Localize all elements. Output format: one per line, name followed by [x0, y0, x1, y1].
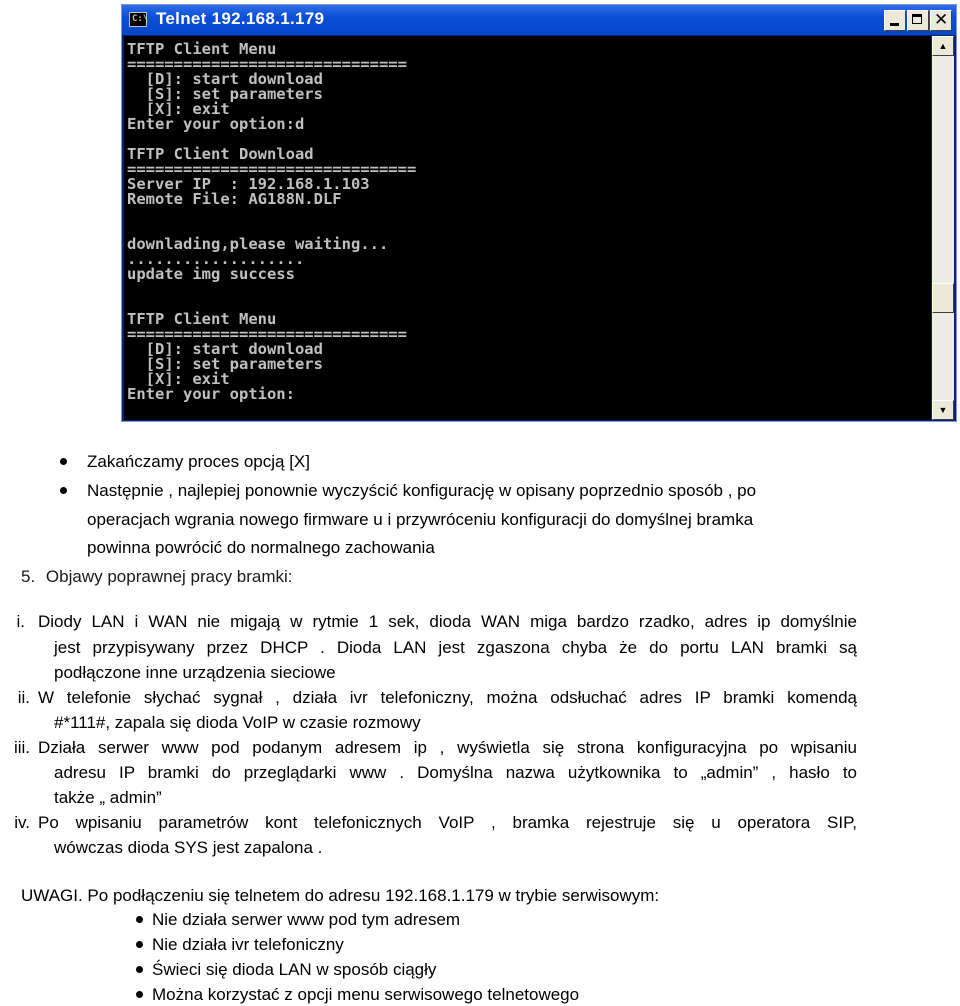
bullet-item-continuation: operacjach wgrania nowego firmware u i przywróceniu konfiguracji do domyślnej bramka	[87, 510, 754, 529]
bullet-item-continuation: powinna powrócić do normalnego zachowania	[87, 538, 435, 557]
list-item-line: podłączone inne urządzenia sieciowe	[54, 663, 336, 682]
bullet-icon	[136, 916, 143, 923]
list-item-line: adresu IP bramki do przeglądarki www . Domyślna nazwa użytkownika to „admin” , hasło to	[54, 763, 857, 782]
list-marker: i.	[16, 612, 25, 631]
bullet-item: Zakańczamy proces opcją [X]	[87, 452, 310, 471]
scroll-up-button[interactable]	[932, 36, 954, 56]
vertical-scrollbar[interactable]	[932, 36, 954, 420]
list-item-line: Działa serwer www pod podanym adresem ip , wyświetla się strona konfiguracyjna po wpisaniu	[38, 738, 857, 757]
list-marker: ii.	[17, 688, 30, 707]
bullet-item: Następnie , najlepiej ponownie wyczyścić konfigurację w opisany poprzednio sposób , po	[87, 481, 757, 500]
bullet-icon	[60, 458, 67, 465]
minimize-button[interactable]	[884, 10, 906, 31]
note-item: Świeci się dioda LAN w sposób ciągły	[152, 960, 437, 979]
note-item: Nie działa serwer www pod tym adresem	[152, 910, 460, 929]
list-marker: iii.	[13, 738, 30, 757]
note-item: Można korzystać z opcji menu serwisowego telnetowego	[152, 985, 580, 1004]
bullet-icon	[136, 991, 143, 998]
scroll-down-button[interactable]	[932, 400, 954, 420]
window-title: Telnet 192.168.1.179	[156, 9, 325, 28]
list-item-line: jest przypisywany przez DHCP . Dioda LAN jest zgaszona chyba że do portu LAN bramki są	[54, 638, 857, 657]
note-item: Nie działa ivr telefoniczny	[152, 935, 344, 954]
list-item-line: także „ admin”	[54, 788, 162, 807]
arrow-down-icon: ▼	[938, 405, 948, 415]
section-number: 5.	[21, 567, 36, 586]
window-titlebar[interactable]	[122, 5, 956, 35]
list-item-line: Po wpisaniu parametrów kont telefonicznych VoIP , bramka rejestruje się u operatora SIP,	[38, 813, 857, 832]
close-button[interactable]	[930, 10, 952, 31]
bullet-icon	[136, 966, 143, 973]
console-output[interactable]	[124, 36, 931, 420]
list-item-line: Diody LAN i WAN nie migają w rytmie 1 sek, dioda WAN miga bardzo rzadko, adres ip domyślnie	[38, 612, 857, 631]
list-item-line: W telefonie słychać sygnał , działa ivr telefoniczny, można odsłuchać adres IP bramki komendą	[38, 688, 857, 707]
notes-heading: UWAGI. Po podłączeniu się telnetem do adresu 192.168.1.179 w trybie serwisowym:	[21, 886, 660, 905]
section-heading	[21, 567, 293, 587]
section-title: Objawy poprawnej pracy bramki:	[45, 567, 293, 586]
scroll-thumb[interactable]	[932, 283, 954, 313]
console-icon[interactable]: C:\	[129, 12, 147, 27]
console-text: TFTP Client Menu ============================== [D]: start download [S]: set parameters [X]: exit Enter your option:d TFTP Client Download =============================== Server IP : 192.168.1.103 Remote File: AG188N.DLF downlading,please waiting... ................... update img success TFTP Client Menu ============================== [D]: start download [S]: set parameters [X]: exit Enter your option:	[127, 40, 417, 403]
list-item-line: #*111#, zapala się dioda VoIP w czasie rozmowy	[54, 713, 421, 732]
bullet-icon	[60, 487, 67, 494]
close-icon: ✕	[934, 10, 949, 30]
maximize-button[interactable]	[907, 10, 929, 31]
telnet-window	[121, 4, 957, 422]
list-marker: iv.	[14, 813, 30, 832]
list-item-line: wówczas dioda SYS jest zapalona .	[54, 838, 323, 857]
bullet-icon	[136, 941, 143, 948]
arrow-up-icon: ▲	[938, 41, 948, 51]
